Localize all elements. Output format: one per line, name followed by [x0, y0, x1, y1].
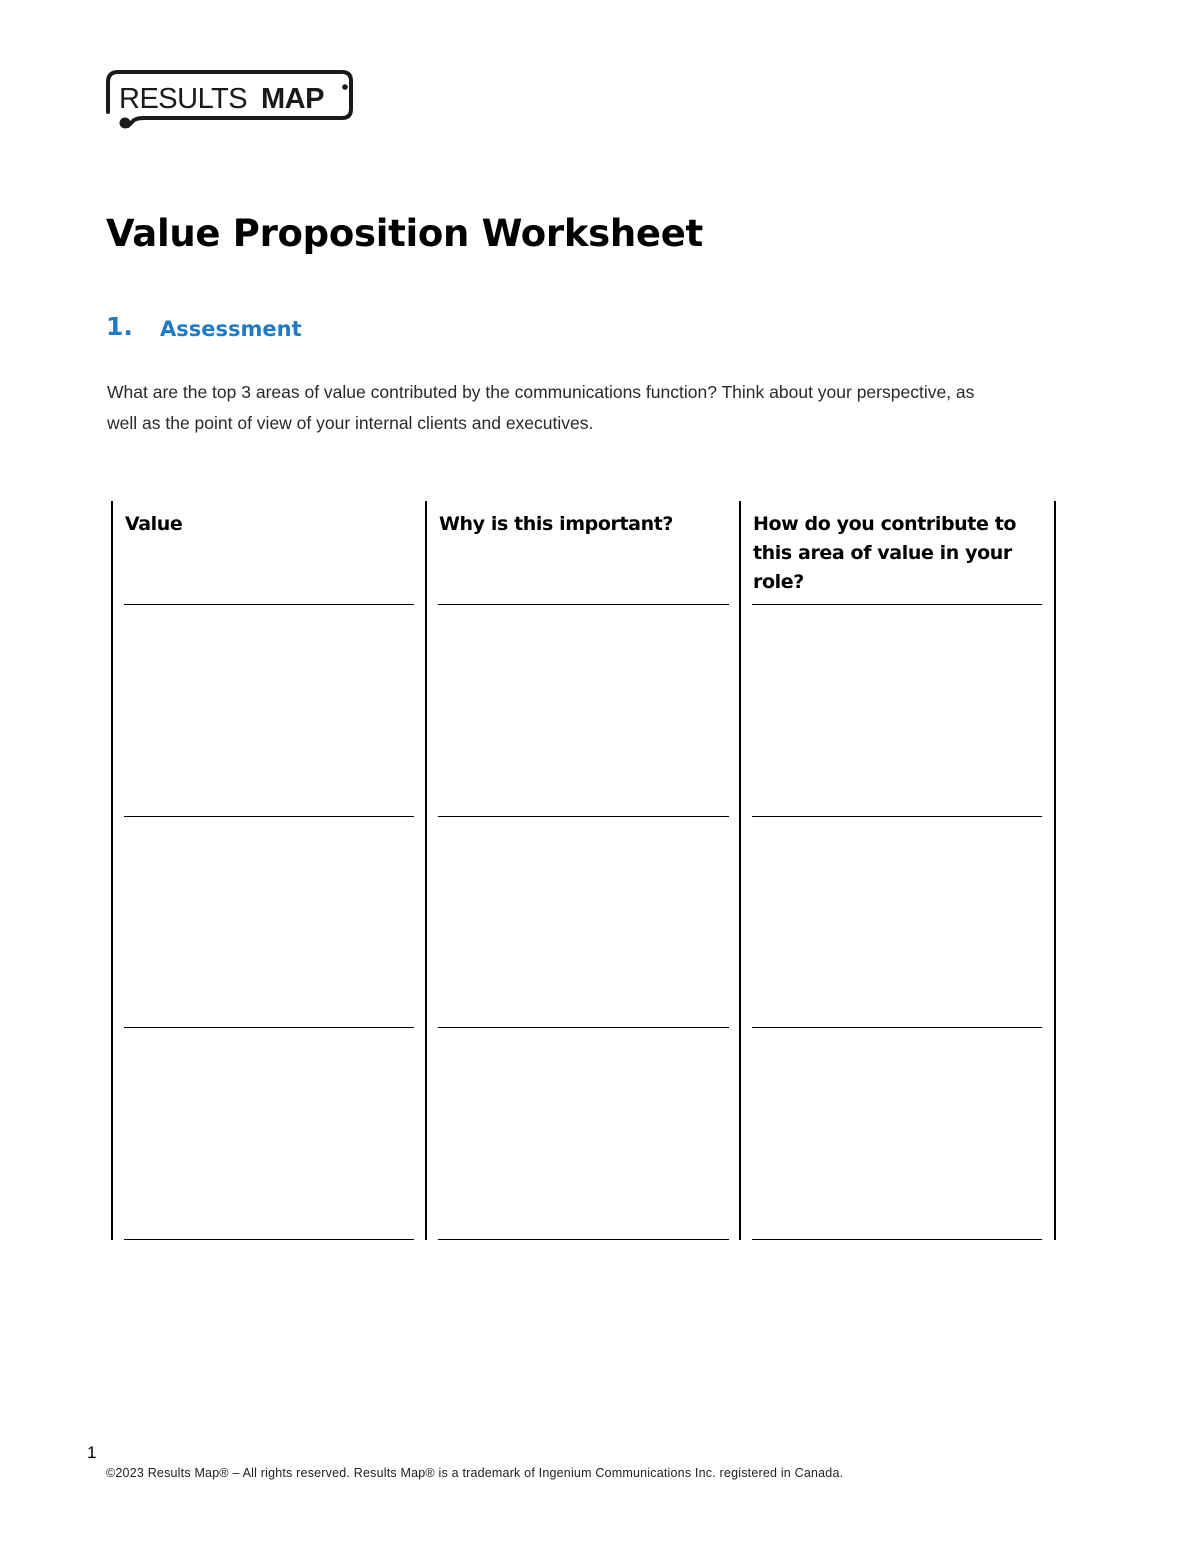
- answer-line-value-1: [124, 816, 414, 817]
- column-header-value: Value: [125, 513, 183, 535]
- column-header-contribution: How do you contribute to this area of value in your role?: [753, 513, 1017, 593]
- answer-cell-contribution-2[interactable]: [752, 818, 1042, 1028]
- copyright-footer: ©2023 Results Map® – All rights reserved. Results Map® is a trademark of Ingenium Communications Inc. registered in Canada.: [106, 1466, 844, 1480]
- instructions-paragraph: What are the top 3 areas of value contributed by the communications function? Think about your perspective, as well as the point of view of your internal clients and executives.: [107, 382, 975, 433]
- answer-cell-value-3[interactable]: [124, 1029, 414, 1239]
- page-title: Value Proposition Worksheet: [106, 212, 703, 255]
- answer-cell-value-1[interactable]: [124, 606, 414, 816]
- answer-line-importance-1: [438, 816, 729, 817]
- table-border-left: [111, 501, 113, 1240]
- svg-text:MAP: MAP: [261, 83, 324, 115]
- results-map-logo: [104, 68, 356, 130]
- table-border-right: [1054, 501, 1056, 1240]
- column-header-importance: Why is this important?: [439, 513, 674, 535]
- table-divider-1: [425, 501, 427, 1240]
- answer-line-contribution-3: [752, 1239, 1042, 1240]
- page-number: 1: [87, 1443, 97, 1462]
- section-heading: Assessment: [160, 317, 302, 341]
- answer-cell-importance-1[interactable]: [438, 606, 729, 816]
- answer-line-value-2: [124, 1027, 414, 1028]
- answer-line-contribution-1: [752, 816, 1042, 817]
- answer-line-importance-2: [438, 1027, 729, 1028]
- header-underline-value: [124, 604, 414, 605]
- answer-cell-importance-3[interactable]: [438, 1029, 729, 1239]
- answer-cell-importance-2[interactable]: [438, 818, 729, 1028]
- answer-line-value-3: [124, 1239, 414, 1240]
- answer-cell-contribution-3[interactable]: [752, 1029, 1042, 1239]
- svg-text:RESULTS: RESULTS: [119, 83, 248, 115]
- answer-line-contribution-2: [752, 1027, 1042, 1028]
- section-number: 1.: [106, 312, 133, 341]
- header-underline-contribution: [752, 604, 1042, 605]
- answer-line-importance-3: [438, 1239, 729, 1240]
- answer-cell-contribution-1[interactable]: [752, 606, 1042, 816]
- answer-cell-value-2[interactable]: [124, 818, 414, 1028]
- header-underline-importance: [438, 604, 729, 605]
- table-divider-2: [739, 501, 741, 1240]
